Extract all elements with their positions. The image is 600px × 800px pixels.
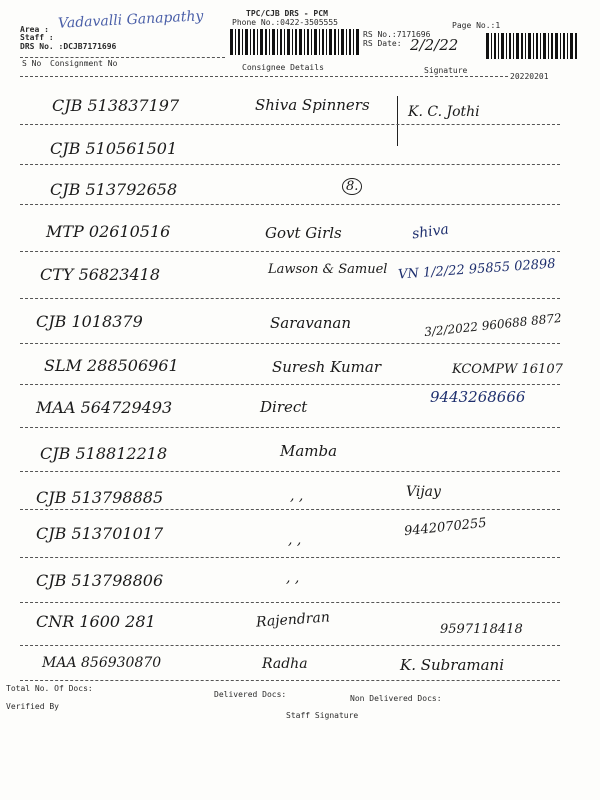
delivered-docs-label: Delivered Docs: (214, 690, 287, 699)
row-divider (20, 509, 560, 510)
consignee-name: Rajendran (255, 609, 331, 631)
column-underline (20, 76, 508, 77)
consignee-name: , , (290, 488, 304, 504)
row-divider (20, 204, 560, 205)
row-divider (20, 384, 560, 385)
drs-no-label: DRS No. :DCJB7171696 (20, 42, 117, 51)
row-divider (20, 343, 560, 344)
row-divider (20, 251, 560, 252)
barcode-right (486, 33, 578, 59)
signature: K. Subramani (400, 656, 505, 674)
run-date: 20220201 (510, 72, 549, 81)
row-divider (20, 557, 560, 558)
consignment-no: CJB 513798806 (36, 571, 164, 590)
consignment-no: MAA 564729493 (36, 398, 173, 417)
area-handwritten: Vadavalli Ganapathy (57, 8, 204, 32)
consignment-no: CJB 510561501 (50, 139, 178, 158)
phone-number: Phone No.:0422-3505555 (232, 18, 338, 27)
row-divider (20, 645, 560, 646)
consignment-no: CNR 1600 281 (36, 612, 156, 631)
column-consignee: Consignee Details (242, 63, 324, 72)
rs-date-label: RS Date: (363, 39, 402, 48)
row-divider (20, 471, 560, 472)
signature: 9442070255 (403, 515, 488, 540)
row-divider (20, 124, 560, 125)
signature: 3/2/2022 960688 8872 (423, 310, 563, 340)
signature: shiva (411, 221, 450, 243)
consignment-no: CJB 513792658 (50, 180, 178, 199)
non-delivered-docs-label: Non Delivered Docs: (350, 694, 442, 703)
consignee-name: Mamba (280, 442, 338, 460)
consignee-name: Suresh Kumar (272, 358, 381, 376)
document-title: TPC/CJB DRS - PCM (246, 9, 328, 18)
row-divider (20, 298, 560, 299)
consignment-no: SLM 288506961 (44, 356, 179, 375)
signature: Vijay (406, 484, 441, 500)
row-divider (20, 164, 560, 165)
consignment-no: MTP 02610516 (46, 222, 171, 241)
barcode-left (230, 29, 360, 55)
consignee-name: Direct (260, 398, 308, 416)
row-divider (20, 680, 560, 681)
signature-column-line (397, 96, 398, 146)
consignment-no: CTY 56823418 (40, 265, 160, 284)
area-label: Area : (20, 25, 49, 34)
consignee-name: , , (288, 532, 302, 548)
consignment-no: CJB 513837197 (52, 96, 180, 115)
row-divider (20, 602, 560, 603)
consignment-no: CJB 513798885 (36, 488, 164, 507)
total-docs-label: Total No. Of Docs: (6, 684, 93, 693)
page-number: Page No.:1 (452, 21, 501, 30)
consignee-name: Shiva Spinners (255, 96, 370, 114)
consignee-name: Saravanan (270, 314, 352, 332)
signature: KCOMPW 16107 (452, 362, 563, 377)
consignment-no: CJB 513701017 (36, 524, 164, 543)
consignment-no: MAA 856930870 (42, 655, 162, 671)
staff-signature-label: Staff Signature (286, 711, 359, 720)
consignee-name: 8. (342, 178, 362, 195)
column-sno: S No (22, 59, 42, 68)
consignee-name: Lawson & Samuel (268, 262, 388, 277)
signature: VN 1/2/22 95855 02898 (397, 256, 557, 283)
consignee-name: , , (286, 570, 300, 586)
consignment-no: CJB 518812218 (40, 444, 168, 463)
header-divider (20, 57, 225, 58)
consignment-no: CJB 1018379 (36, 312, 143, 331)
consignee-name: Radha (262, 656, 308, 672)
consignee-name: Govt Girls (265, 224, 342, 242)
rs-date-handwritten: 2/2/22 (410, 36, 459, 54)
signature: 9443268666 (430, 388, 526, 406)
column-signature: Signature (424, 66, 468, 75)
rs-number: RS No.:7171696 (363, 30, 431, 39)
staff-label: Staff : (20, 33, 54, 42)
verified-by-label: Verified By (6, 702, 59, 711)
signature: 9597118418 (440, 622, 523, 637)
signature: K. C. Jothi (408, 104, 480, 120)
row-divider (20, 427, 560, 428)
column-consignment: Consignment No (50, 59, 118, 68)
